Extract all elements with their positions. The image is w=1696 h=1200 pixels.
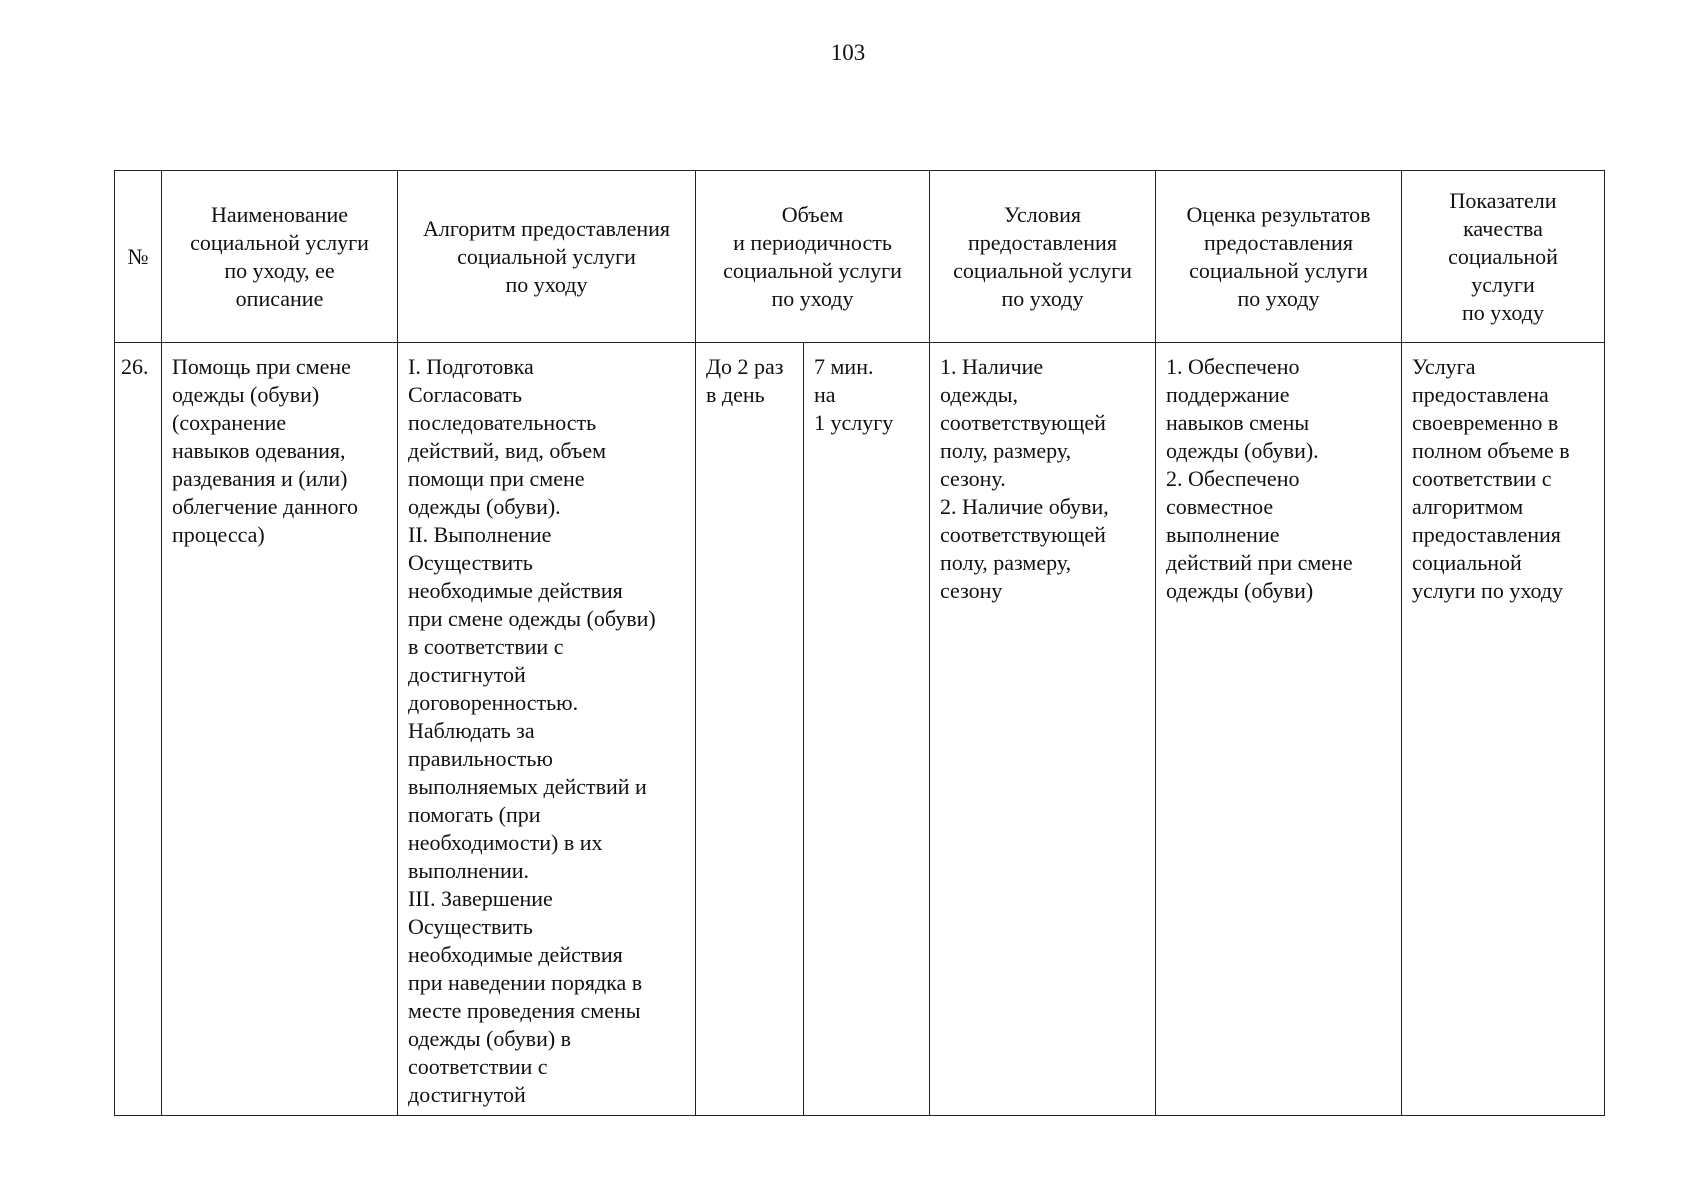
page-number: 103 <box>830 40 866 65</box>
header-conditions: Условия предоставления социальной услуги по уходу <box>930 171 1156 343</box>
row-number: 26. <box>115 343 162 1116</box>
table-row <box>115 343 1605 1116</box>
row-frequency: До 2 раз в день <box>696 343 804 1116</box>
row-algorithm: I. Подготовка Согласовать последовательность действий, вид, объем помощи при смене одежды (обуви). II. Выполнение Осуществить необходимые действия при смене одежды (обуви) в соответствии с достигнутой договоренностью. Наблюдать за правильностью выполняемых действий и помогать (при необходимости) в их выполнении. III. Завершение Осуществить необходимые действия при наведении порядка в месте проведения смены одежды (обуви) в соответствии с достигнутой <box>398 343 696 1116</box>
header-service-name: Наименование социальной услуги по уходу, ее описание <box>162 171 398 343</box>
care-services-table <box>114 170 1605 1116</box>
row-evaluation: 1. Обеспечено поддержание навыков смены одежды (обуви). 2. Обеспечено совместное выполнение действий при смене одежды (обуви) <box>1156 343 1402 1116</box>
header-number: № <box>115 171 162 343</box>
header-volume-frequency: Объем и периодичность социальной услуги по уходу <box>696 171 930 343</box>
row-quality: Услуга предоставлена своевременно в полном объеме в соответствии с алгоритмом предоставления социальной услуги по уходу <box>1402 343 1605 1116</box>
row-conditions: 1. Наличие одежды, соответствующей полу, размеру, сезону. 2. Наличие обуви, соответствующей полу, размеру, сезону <box>930 343 1156 1116</box>
header-quality: Показатели качества социальной услуги по уходу <box>1402 171 1605 343</box>
row-duration: 7 мин. на 1 услугу <box>804 343 930 1116</box>
row-service-name: Помощь при смене одежды (обуви) (сохранение навыков одевания, раздевания и (или) облегчение данного процесса) <box>162 343 398 1116</box>
header-evaluation: Оценка результатов предоставления социальной услуги по уходу <box>1156 171 1402 343</box>
table-header-row <box>115 171 1605 343</box>
header-algorithm: Алгоритм предоставления социальной услуги по уходу <box>398 171 696 343</box>
